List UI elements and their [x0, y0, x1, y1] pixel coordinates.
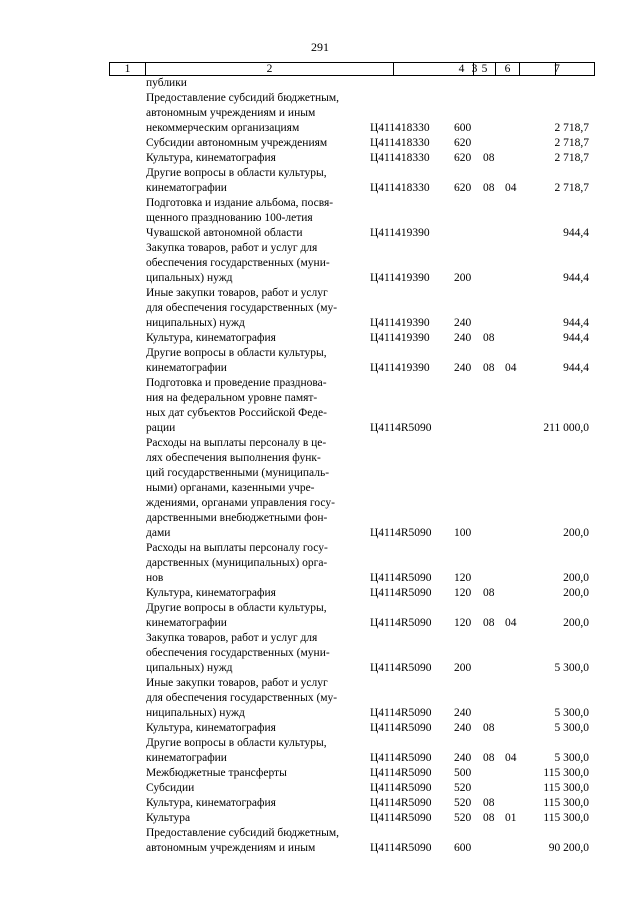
- row-c3: Ц4114R5090: [370, 782, 432, 794]
- table-row: [0, 76, 640, 91]
- row-c7: 200,0: [563, 572, 589, 584]
- row-c4: 240: [454, 752, 472, 764]
- table-row: [0, 676, 640, 721]
- row-c7: 115 300,0: [543, 782, 589, 794]
- row-c3: Ц4114R5090: [370, 767, 432, 779]
- table-row: [0, 331, 640, 346]
- row-c7: 944,4: [563, 227, 589, 239]
- row-c7: 115 300,0: [543, 767, 589, 779]
- row-c4: 120: [454, 572, 472, 584]
- row-c3: Ц411418330: [370, 122, 430, 134]
- row-c7: 5 300,0: [554, 752, 589, 764]
- row-c4: 240: [454, 362, 472, 374]
- row-c4: 500: [454, 767, 472, 779]
- header-col-1: 1: [110, 63, 146, 75]
- row-c5: 08: [483, 752, 495, 764]
- row-c7: 115 300,0: [543, 812, 589, 824]
- table-row: [0, 796, 640, 811]
- table-row: [0, 241, 640, 286]
- row-c5: 08: [483, 182, 495, 194]
- row-c5: 08: [483, 332, 495, 344]
- table-row: [0, 586, 640, 601]
- row-c7: 90 200,0: [548, 842, 589, 854]
- row-c3: Ц411418330: [370, 152, 430, 164]
- row-c3: Ц4114R5090: [370, 752, 432, 764]
- row-c5: 08: [483, 587, 495, 599]
- table-row: [0, 151, 640, 166]
- row-c5: 08: [483, 362, 495, 374]
- row-c7: 5 300,0: [554, 707, 589, 719]
- header-col-5: 5: [474, 63, 496, 75]
- row-c4: 620: [454, 182, 472, 194]
- row-c3: Ц4114R5090: [370, 617, 432, 629]
- header-col-4: 4: [450, 63, 474, 75]
- row-description: Расходы на выплаты персоналу госу- дарственных (муниципальных) орга- нов: [146, 542, 328, 584]
- row-description: Иные закупки товаров, работ и услуг для обеспечения государственных (му- ниципальных) нужд: [146, 287, 338, 329]
- table-row: [0, 91, 640, 136]
- row-c3: Ц4114R5090: [370, 662, 432, 674]
- row-c4: 200: [454, 662, 472, 674]
- row-c4: 520: [454, 797, 472, 809]
- row-c4: 520: [454, 812, 472, 824]
- row-c7: 115 300,0: [543, 797, 589, 809]
- table-body: [0, 76, 640, 856]
- row-c3: Ц411419390: [370, 227, 430, 239]
- row-c7: 2 718,7: [554, 137, 589, 149]
- row-c4: 620: [454, 137, 472, 149]
- row-c3: Ц4114R5090: [370, 707, 432, 719]
- row-description: Закупка товаров, работ и услуг для обеспечения государственных (муни- ципальных) нужд: [146, 632, 330, 674]
- row-c7: 5 300,0: [554, 662, 589, 674]
- row-c7: 200,0: [563, 527, 589, 539]
- row-description: Другие вопросы в области культуры, кинематографии: [146, 347, 327, 374]
- row-c7: 200,0: [563, 617, 589, 629]
- header-col-7: 7: [554, 63, 560, 75]
- row-description: публики: [146, 77, 187, 89]
- row-c4: 240: [454, 332, 472, 344]
- row-c3: Ц4114R5090: [370, 587, 432, 599]
- row-c5: 08: [483, 722, 495, 734]
- row-c5: 08: [483, 152, 495, 164]
- row-description: Закупка товаров, работ и услуг для обеспечения государственных (муни- ципальных) нужд: [146, 242, 330, 284]
- row-description: Культура: [146, 812, 191, 824]
- row-c5: 08: [483, 812, 495, 824]
- header-col-6: 6: [496, 63, 520, 75]
- table-row: [0, 436, 640, 541]
- table-header: [109, 62, 595, 76]
- row-c3: Ц4114R5090: [370, 797, 432, 809]
- row-c3: Ц4114R5090: [370, 812, 432, 824]
- row-description: Субсидии автономным учреждениям: [146, 137, 328, 149]
- row-c7: 2 718,7: [554, 152, 589, 164]
- row-c4: 200: [454, 272, 472, 284]
- row-c6: 01: [505, 812, 517, 824]
- row-c4: 120: [454, 617, 472, 629]
- row-description: Межбюджетные трансферты: [146, 767, 287, 779]
- table-row: [0, 781, 640, 796]
- row-description: Предоставление субсидий бюджетным, автономным учреждениям и иным некоммерческим организациям: [146, 92, 340, 134]
- row-c3: Ц4114R5090: [370, 722, 432, 734]
- row-c4: 240: [454, 317, 472, 329]
- table-row: [0, 721, 640, 736]
- row-description: Расходы на выплаты персоналу в це- лях обеспечения выполнения функ- ций государственными (муниципаль- ными) органами, казенными учре- ждениями, органами управления госу- дарственными внебюджетными фон- дами: [146, 437, 335, 539]
- table-row: [0, 541, 640, 586]
- header-col-2: 2: [146, 63, 394, 75]
- row-description: Предоставление субсидий бюджетным, автономным учреждениям и иным: [146, 827, 340, 854]
- row-description: Культура, кинематография: [146, 797, 276, 809]
- table-row: [0, 601, 640, 631]
- table-row: [0, 766, 640, 781]
- row-c3: Ц411418330: [370, 182, 430, 194]
- row-c4: 240: [454, 707, 472, 719]
- row-c6: 04: [505, 362, 517, 374]
- row-c4: 100: [454, 527, 472, 539]
- table-row: [0, 346, 640, 376]
- table-row: [0, 826, 640, 856]
- row-c3: Ц4114R5090: [370, 527, 432, 539]
- row-c3: Ц4114R5090: [370, 572, 432, 584]
- row-c7: 211 000,0: [543, 422, 589, 434]
- table-row: [0, 196, 640, 241]
- row-description: Подготовка и проведение празднова- ния на федеральном уровне памят- ных дат субъектов Российской Феде- рации: [146, 377, 327, 434]
- row-c3: Ц4114R5090: [370, 842, 432, 854]
- table-row: [0, 811, 640, 826]
- row-description: Культура, кинематография: [146, 332, 276, 344]
- row-description: Другие вопросы в области культуры, кинематографии: [146, 167, 327, 194]
- row-c3: Ц4114R5090: [370, 422, 432, 434]
- row-description: Иные закупки товаров, работ и услуг для обеспечения государственных (му- ниципальных) нужд: [146, 677, 338, 719]
- row-c6: 04: [505, 182, 517, 194]
- row-c7: 944,4: [563, 332, 589, 344]
- row-c6: 04: [505, 617, 517, 629]
- row-c3: Ц411419390: [370, 272, 430, 284]
- row-description: Культура, кинематография: [146, 152, 276, 164]
- row-description: Субсидии: [146, 782, 195, 794]
- row-c5: 08: [483, 617, 495, 629]
- row-c3: Ц411419390: [370, 317, 430, 329]
- row-description: Другие вопросы в области культуры, кинематографии: [146, 602, 327, 629]
- row-c4: 120: [454, 587, 472, 599]
- table-row: [0, 376, 640, 436]
- table-row: [0, 136, 640, 151]
- row-c7: 200,0: [563, 587, 589, 599]
- table-row: [0, 166, 640, 196]
- row-c7: 944,4: [563, 317, 589, 329]
- row-description: Культура, кинематография: [146, 722, 276, 734]
- table-row: [0, 736, 640, 766]
- row-c4: 520: [454, 782, 472, 794]
- row-c7: 5 300,0: [554, 722, 589, 734]
- row-c4: 620: [454, 152, 472, 164]
- row-c7: 944,4: [563, 272, 589, 284]
- row-c3: Ц411418330: [370, 137, 430, 149]
- row-description: Другие вопросы в области культуры, кинематографии: [146, 737, 327, 764]
- row-c4: 600: [454, 842, 472, 854]
- row-c7: 944,4: [563, 362, 589, 374]
- row-c7: 2 718,7: [554, 182, 589, 194]
- row-c7: 2 718,7: [554, 122, 589, 134]
- table-row: [0, 286, 640, 331]
- row-c3: Ц411419390: [370, 362, 430, 374]
- row-c6: 04: [505, 752, 517, 764]
- row-description: Подготовка и издание альбома, посвя- щенного празднованию 100-летия Чувашской автономной области: [146, 197, 334, 239]
- row-c4: 600: [454, 122, 472, 134]
- row-c4: 240: [454, 722, 472, 734]
- row-description: Культура, кинематография: [146, 587, 276, 599]
- row-c5: 08: [483, 797, 495, 809]
- row-c3: Ц411419390: [370, 332, 430, 344]
- header-col-3: 3: [394, 63, 556, 75]
- page-number: 291: [311, 40, 329, 54]
- table-row: [0, 631, 640, 676]
